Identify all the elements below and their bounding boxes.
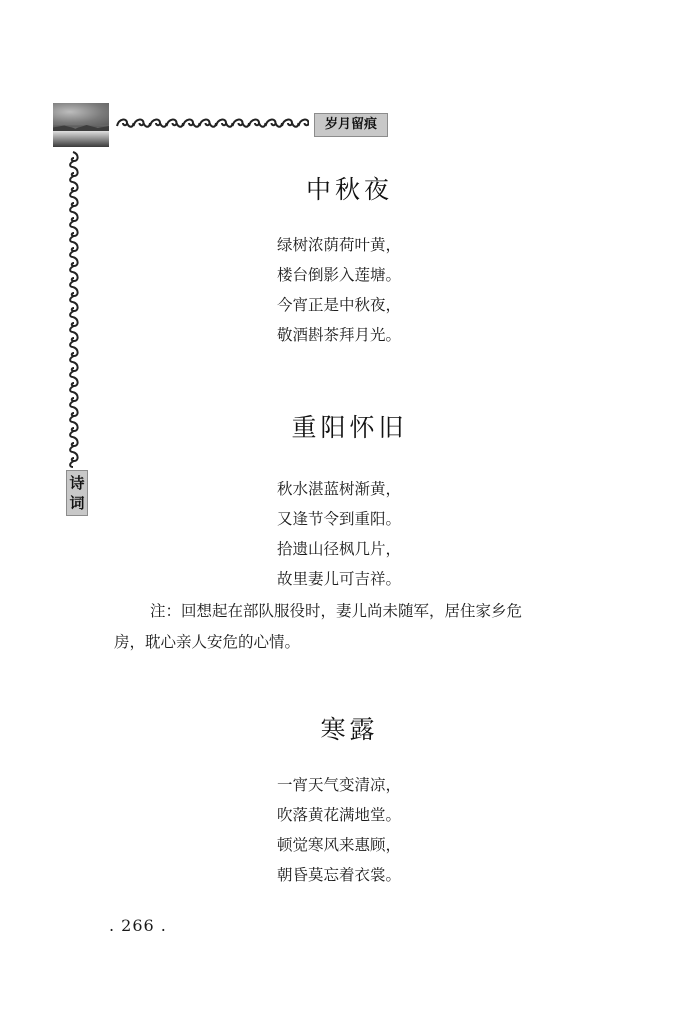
verse-line: 秋水湛蓝树渐黄，	[277, 480, 402, 498]
verse-line: 今宵正是中秋夜，	[277, 296, 402, 314]
category-char-1: 诗	[69, 474, 85, 492]
note-line: 房，耽心亲人安危的心情。	[114, 633, 301, 651]
page-number: . 266 .	[109, 916, 167, 935]
poem-title: 中秋夜	[305, 175, 393, 204]
poem-verse	[277, 770, 401, 890]
poem-note	[114, 596, 614, 658]
note-line: 注：回想起在部队服役时，妻儿尚未随军，居住家乡危	[150, 602, 523, 620]
verse-line: 朝昏莫忘着衣裳。	[277, 866, 402, 884]
verse-line: 一宵天气变清凉，	[277, 776, 402, 794]
section-tag: 岁月留痕	[314, 113, 388, 137]
thumbnail-water	[53, 131, 109, 147]
verse-line: 楼台倒影入莲塘。	[277, 266, 402, 284]
verse-line: 吹落黄花满地堂。	[277, 806, 402, 824]
category-tag	[66, 470, 88, 516]
poem-title: 重阳怀旧	[291, 413, 408, 442]
verse-line: 故里妻儿可吉祥。	[277, 570, 402, 588]
thumbnail-sky	[53, 103, 109, 125]
verse-line: 又逢节令到重阳。	[277, 510, 402, 528]
poem-verse	[277, 230, 401, 350]
header-landscape-thumbnail	[53, 103, 109, 147]
verse-line: 顿觉寒风来惠顾，	[277, 836, 402, 854]
verse-line: 拾遗山径枫几片，	[277, 540, 402, 558]
poem-verse	[277, 474, 401, 594]
decorative-scroll-border-top	[113, 114, 309, 132]
category-char-2: 词	[69, 494, 85, 512]
verse-line: 敬酒斟茶拜月光。	[277, 326, 402, 344]
poem-title: 寒露	[320, 715, 379, 744]
verse-line: 绿树浓荫荷叶黄，	[277, 236, 402, 254]
